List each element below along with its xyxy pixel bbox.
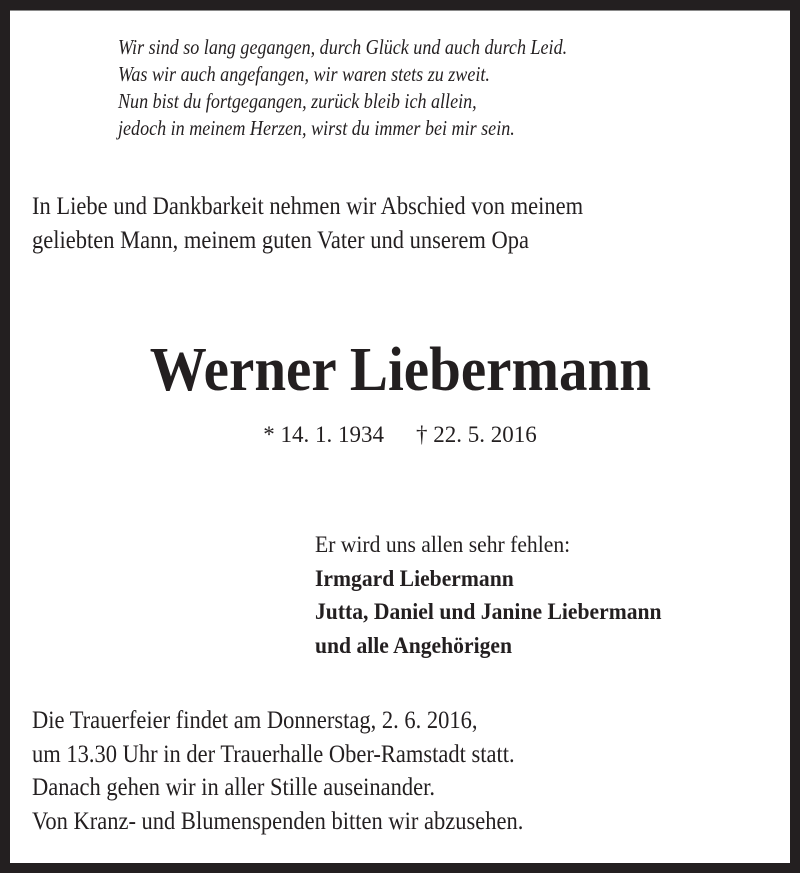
poem-line: Nun bist du fortgegangen, zurück bleib ich allein,	[118, 89, 477, 113]
mourners-block	[315, 528, 662, 662]
poem-line: jedoch in meinem Herzen, wirst du immer bei mir sein.	[118, 116, 515, 140]
mourner-name: und alle Angehörigen	[315, 632, 513, 658]
intro-line: geliebten Mann, meinem guten Vater und unserem Opa	[32, 227, 529, 254]
farewell-intro	[32, 190, 583, 258]
service-line: Die Trauerfeier findet am Donnerstag, 2. 6. 2016,	[32, 707, 478, 734]
death-date: † 22. 5. 2016	[416, 422, 537, 447]
memorial-poem	[118, 34, 567, 142]
mourner-name: Jutta, Daniel und Janine Liebermann	[315, 599, 662, 624]
mourners-heading: Er wird uns allen sehr fehlen:	[315, 532, 571, 557]
service-line: Danach gehen wir in aller Stille auseinander.	[32, 774, 435, 801]
intro-line: In Liebe und Dankbarkeit nehmen wir Abschied von meinem	[32, 193, 584, 220]
service-line: um 13.30 Uhr in der Trauerhalle Ober-Ramstadt statt.	[32, 740, 515, 768]
mourner-name: Irmgard Liebermann	[315, 565, 514, 591]
poem-line: Wir sind so lang gegangen, durch Glück und auch durch Leid.	[118, 35, 568, 59]
funeral-service-info	[32, 704, 523, 838]
poem-line: Was wir auch angefangen, wir waren stets zu zweit.	[118, 62, 490, 86]
deceased-name-heading	[0, 330, 800, 410]
birth-date: * 14. 1. 1934	[263, 422, 384, 447]
life-dates	[0, 420, 800, 450]
service-line: Von Kranz- und Blumenspenden bitten wir abzusehen.	[32, 807, 524, 835]
deceased-name: Werner Liebermann	[149, 336, 651, 404]
